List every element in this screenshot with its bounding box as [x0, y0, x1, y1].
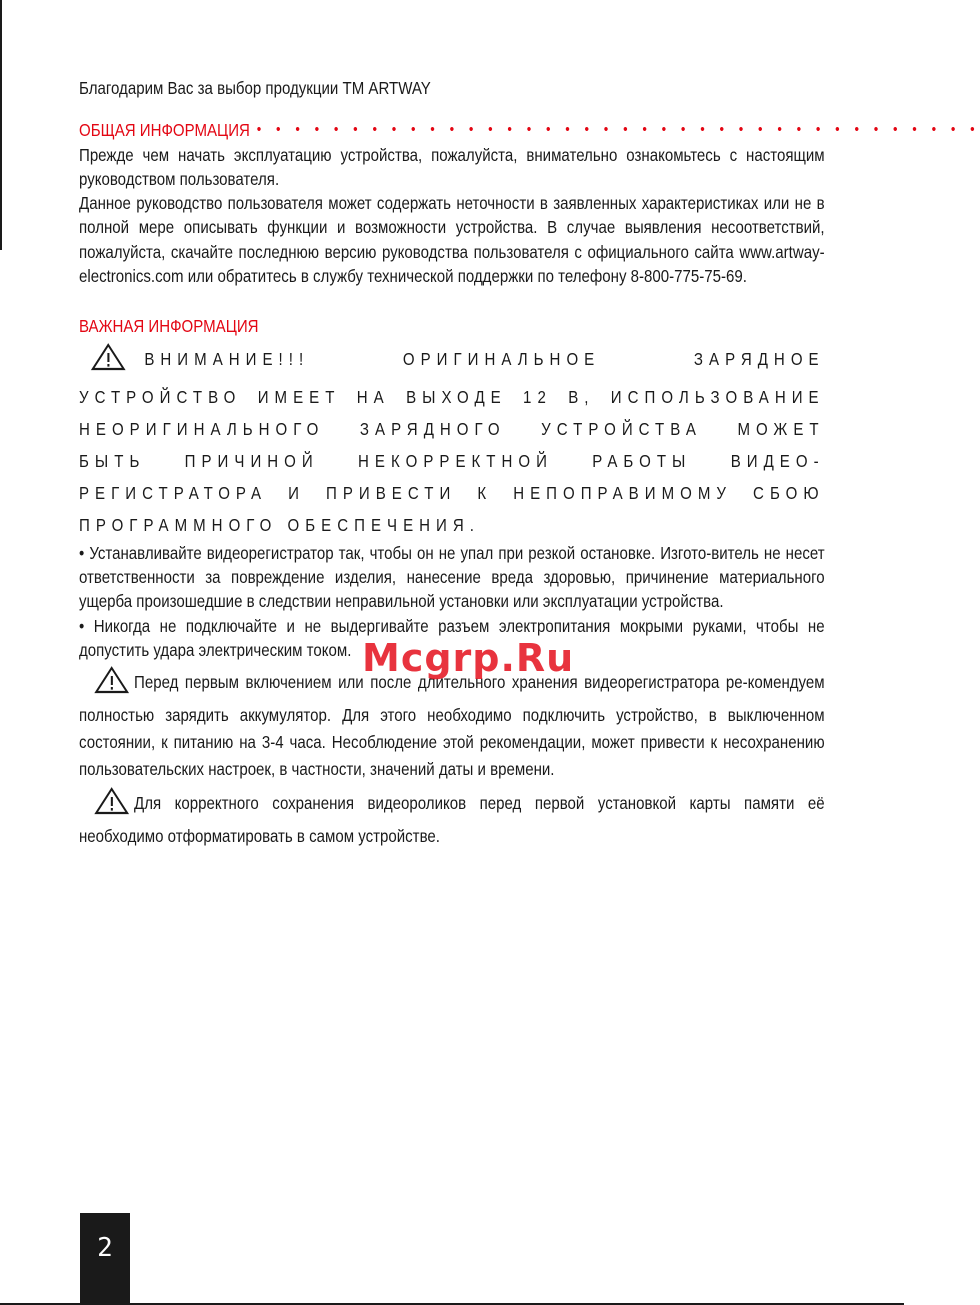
crop-mark [0, 0, 2, 250]
watermark: Mcgrp.Ru [362, 636, 575, 680]
memory-card-note-text: Для корректного сохранения видеороликов перед первой установкой карты памяти её необходимо отформатировать в самом устройстве. [79, 793, 825, 847]
bullet-wet-hands: • Никогда не подключайте и не выдергивайте разъем электропитания мокрыми руками, чтобы не допустить удара электрическим током. [79, 615, 825, 660]
charger-warning [79, 343, 825, 541]
bullet-installation: • Устанавливайте видеорегистратор так, чтобы он не упал при резкой остановке. Изгото-витель не несет ответственности за повреждение изделия, нанесение вреда здоровью, причинение материального ущерба произошедшие в следствии неправильной установки или эксплуатации устройства. [79, 542, 825, 612]
important-info-title: ВАЖНАЯ ИНФОРМАЦИЯ [79, 316, 259, 337]
memory-card-note [79, 787, 825, 850]
charger-warning-text: ВНИМАНИЕ!!! ОРИГИНАЛЬНОЕ ЗАРЯДНОЕ УСТРОЙСТВО ИМЕЕТ НА ВЫХОДЕ 12 В, ИСПОЛЬЗОВАНИЕ НЕОРИГИНАЛЬНОГО ЗАРЯДНОГО УСТРОЙСТВА МОЖЕТ БЫТЬ ПРИЧИНОЙ НЕКОРРЕКТНОЙ РАБОТЫ ВИДЕО-РЕГИСТРАТОРА И ПРИВЕСТИ К НЕПОПРАВИМОМУ СБОЮ ПРОГРАММНОГО ОБЕСПЕЧЕНИЯ. [79, 348, 825, 535]
general-paragraph-2: Данное руководство пользователя может содержать неточности в заявленных характеристиках или не в полной мере описывать функции и возможности устройства. В случае выявления несоответствий, пожалуйста, скачайте последнюю версию руководства пользователя с официального сайта www.artway-electronics.com или обратитесь в службу технической поддержки по телефону 8-800-775-75-69. [79, 193, 825, 287]
page-number: 2 [80, 1213, 130, 1303]
battery-note [79, 666, 825, 783]
general-info-title: ОБЩАЯ ИНФОРМАЦИЯ [79, 120, 250, 141]
battery-note-text: Перед первым включением или после длительного хранения видеорегистратора ре-комендуем полностью зарядить аккумулятор. Для этого необходимо подключить устройство, в выключенном состоянии, к питанию на 3-4 часа. Несоблюдение этой рекомендации, может привести к несохранению пользовательских настроек, в частности, значений даты и времени. [79, 672, 825, 780]
page-content [79, 76, 980, 850]
warning-triangle-icon [91, 343, 125, 381]
intro-text: Благодарим Вас за выбор продукции ТМ ARTWAY [79, 78, 431, 98]
important-info-heading [79, 314, 825, 338]
general-paragraph-1: Прежде чем начать эксплуатацию устройства, пожалуйста, внимательно ознакомьтесь с настоящим руководством пользователя. [79, 144, 825, 189]
heading-dots: • • • • • • • • • • • • • • • • • • • • • • • • • • • • • • • • • • • • • • [256, 121, 980, 139]
warning-triangle-icon [94, 787, 128, 823]
general-info-heading [79, 118, 980, 142]
warning-triangle-icon [94, 666, 128, 702]
